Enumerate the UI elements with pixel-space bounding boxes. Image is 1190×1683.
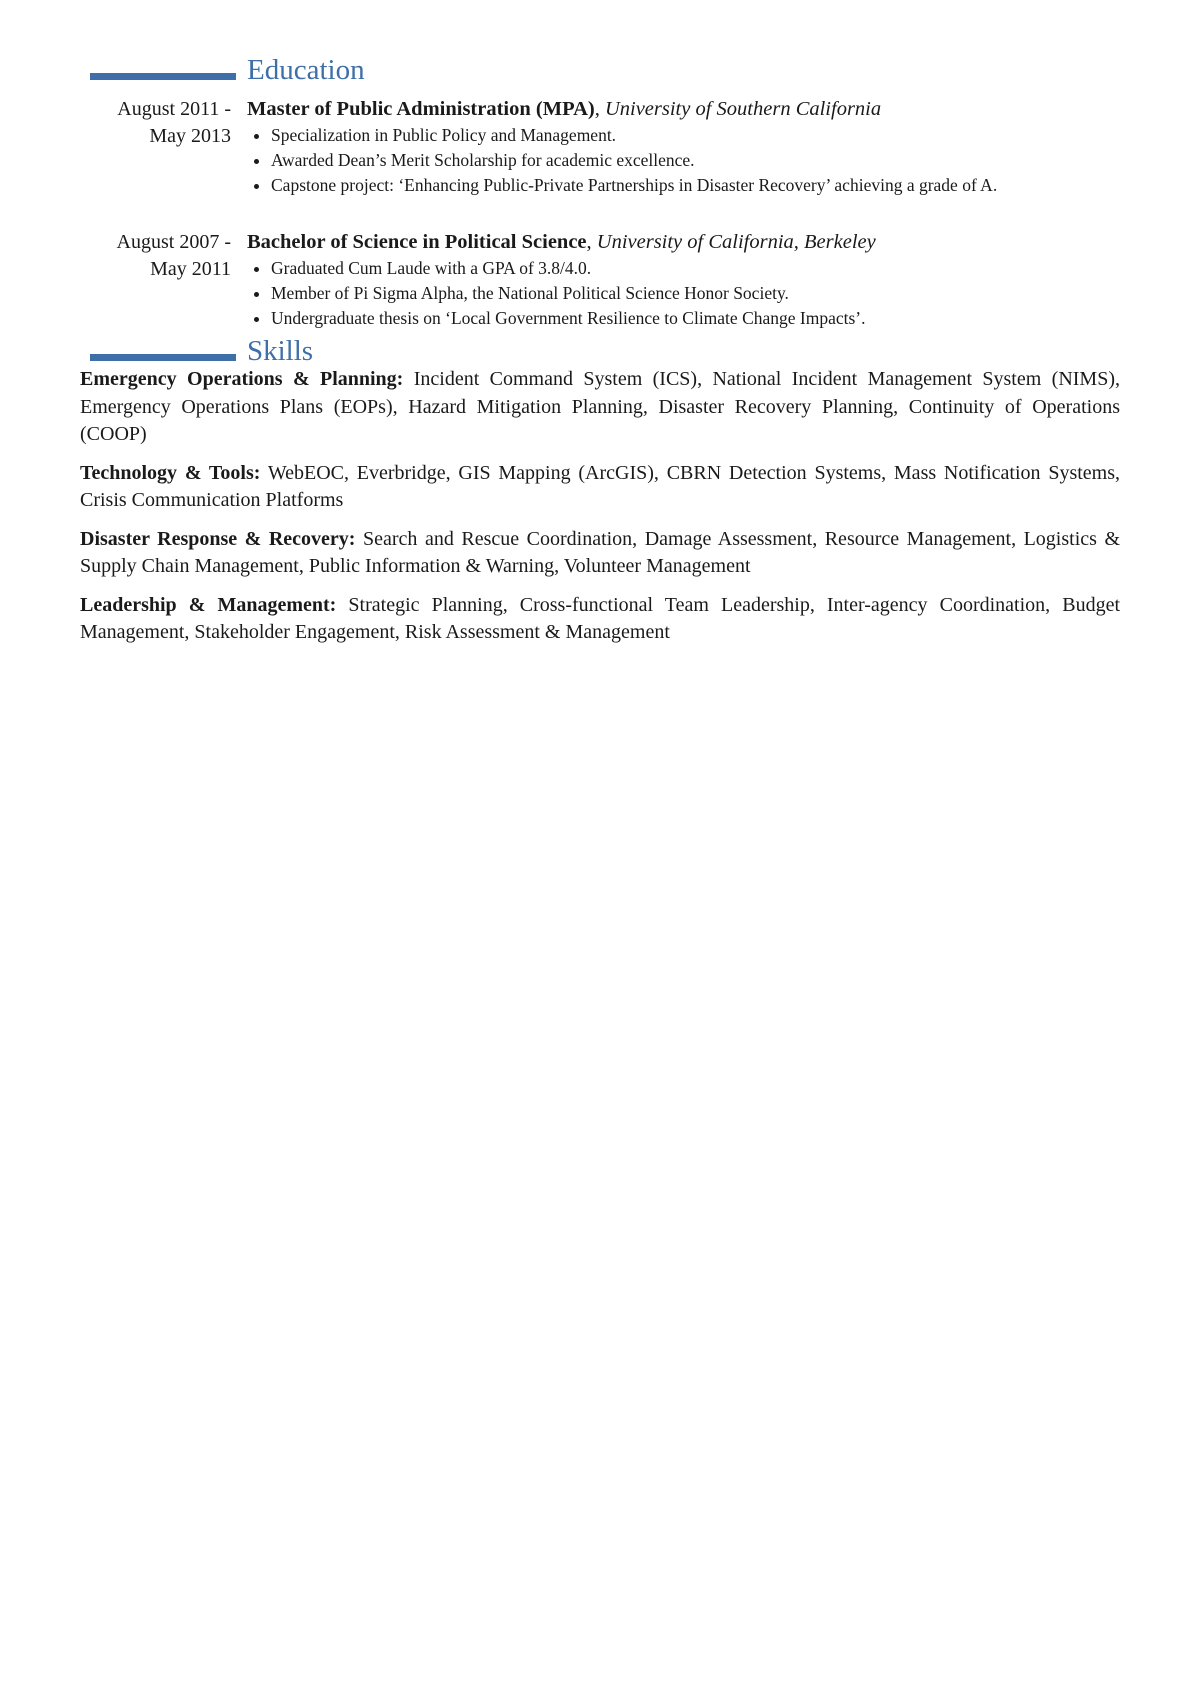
skill-label: Leadership & Management: bbox=[80, 593, 337, 616]
bullet-list bbox=[247, 123, 1117, 198]
institution: University of California, Berkeley bbox=[596, 231, 876, 253]
list-item: • Capstone project: ‘Enhancing Public-Private Partnerships in Disaster Recovery’ achieving a grade of A. bbox=[271, 173, 1117, 198]
skill-items: Strategic Planning, Cross-functional Team Leadership, Inter-agency Coordination, Budget Management, Stakeholder Engagement, Risk Assessment & Management bbox=[80, 593, 1121, 643]
skill-items: Search and Rescue Coordination, Damage Assessment, Resource Management, Logistics & Supply Chain Management, Public Information & Warning, Volunteer Management bbox=[80, 527, 1120, 577]
entry-dates bbox=[80, 96, 231, 150]
skill-label: Disaster Response & Recovery: bbox=[80, 527, 356, 550]
resume-page: Education August 2011 - May 2013 Master of Public Administration (MPA), University of Southern California • Specialization in Public Policy and Management. • Awarded Dean’s Merit Scholarship for academic excellence. • Capstone project: ‘Enhancing Public-Private Partnerships in Disaster Recovery’ achieving a grade of A. August 2007 - May 2011 Bachelor of Science in Political Science, University of California, Berkeley • Graduated Cum Laude with a GPA of 3.8/4.0. • Member of Pi Sigma Alpha, the National Political Science Honor Society. • Undergraduate thesis on ‘Local Government Resilience to Climate Change Impacts’. Skills Emergency Operations & Planning: Incident Command System (ICS), National Incident Management System (NIMS), Emergency Operations Plans (EOPs), Hazard Mitigation Planning, Disaster Recovery Planning, Continuity of Operations (COOP) Technology & Tools: WebEOC, Everbridge, GIS Mapping (ArcGIS), CBRN Detection Systems, Mass Notification Systems, Crisis Communication Platforms Disaster Response & Recovery: Search and Rescue Coordination, Damage Assessment, Resource Management, Logistics & Supply Chain Management, Public Information & Warning, Volunteer Management Leadership & Management: Strategic Planning, Cross-functional Team Leadership, Inter-agency Coordination, Budget Management, Stakeholder Engagement, Risk Assessment & Management bbox=[0, 0, 1190, 1683]
skills-heading: Skills bbox=[247, 335, 314, 367]
list-item: • Member of Pi Sigma Alpha, the National Political Science Honor Society. bbox=[271, 281, 1117, 306]
skill-items: WebEOC, Everbridge, GIS Mapping (ArcGIS), CBRN Detection Systems, Mass Notification Systems, Crisis Communication Platforms bbox=[80, 461, 1121, 511]
list-item: • Graduated Cum Laude with a GPA of 3.8/4.0. bbox=[271, 256, 1117, 281]
skill-label: Technology & Tools: bbox=[80, 461, 261, 484]
skill-items: Incident Command System (ICS), National Incident Management System (NIMS), Emergency Operations Plans (EOPs), Hazard Mitigation Planning, Disaster Recovery Planning, Continuity of Operations (COOP) bbox=[80, 368, 1120, 445]
degree: Bachelor of Science in Political Science bbox=[247, 231, 587, 253]
skill-group bbox=[80, 592, 1120, 647]
section-divider-bar bbox=[90, 354, 236, 361]
skills-list bbox=[80, 366, 1120, 658]
education-section-header bbox=[90, 54, 990, 94]
list-item: • Undergraduate thesis on ‘Local Government Resilience to Climate Change Impacts’. bbox=[271, 306, 1117, 331]
date-start: August 2011 - bbox=[117, 98, 231, 120]
section-divider-bar bbox=[90, 73, 236, 80]
list-item: • Awarded Dean’s Merit Scholarship for academic excellence. bbox=[271, 148, 1117, 173]
degree: Master of Public Administration (MPA) bbox=[247, 98, 595, 120]
date-end: May 2013 bbox=[149, 125, 231, 147]
skill-label: Emergency Operations & Planning: bbox=[80, 368, 404, 390]
date-end: May 2011 bbox=[150, 258, 231, 280]
education-heading: Education bbox=[247, 54, 365, 86]
skill-group bbox=[80, 460, 1120, 515]
institution: University of Southern California bbox=[604, 98, 882, 120]
date-start: August 2007 - bbox=[116, 231, 231, 253]
entry-dates bbox=[80, 229, 231, 283]
skill-group bbox=[80, 526, 1120, 581]
skill-group bbox=[80, 366, 1120, 449]
bullet-list bbox=[247, 256, 1117, 331]
list-item: • Specialization in Public Policy and Management. bbox=[271, 123, 1117, 148]
